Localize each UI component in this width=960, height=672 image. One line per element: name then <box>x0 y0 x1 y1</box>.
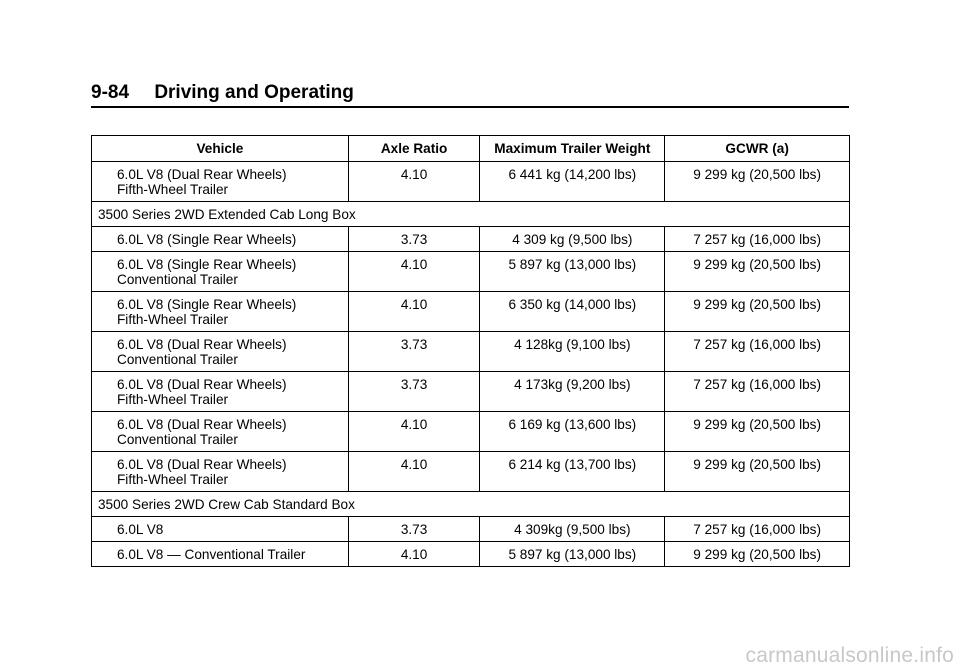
vehicle-line: 6.0L V8 — Conventional Trailer <box>117 547 306 562</box>
vehicle-line: Fifth-Wheel Trailer <box>117 312 229 327</box>
vehicle-line: 6.0L V8 (Dual Rear Wheels) <box>117 457 287 472</box>
axle-ratio-cell: 4.10 <box>348 412 480 452</box>
table-body <box>92 162 850 567</box>
table-row <box>92 227 850 252</box>
max-trailer-weight-cell: 4 309 kg (9,500 lbs) <box>480 227 665 252</box>
vehicle-line: 6.0L V8 (Dual Rear Wheels) <box>117 377 287 392</box>
group-label: 3500 Series 2WD Crew Cab Standard Box <box>92 492 850 517</box>
vehicle-cell <box>92 162 349 202</box>
table-header-row <box>92 136 850 162</box>
table-row <box>92 372 850 412</box>
vehicle-line: 6.0L V8 (Dual Rear Wheels) <box>117 337 287 352</box>
axle-ratio-cell: 3.73 <box>348 227 480 252</box>
page-header <box>91 80 849 108</box>
page-number: 9-84 <box>91 82 130 103</box>
gcwr-cell: 7 257 kg (16,000 lbs) <box>665 332 850 372</box>
gcwr-cell: 9 299 kg (20,500 lbs) <box>665 252 850 292</box>
max-trailer-weight-cell: 4 173kg (9,200 lbs) <box>480 372 665 412</box>
max-trailer-weight-cell: 4 309kg (9,500 lbs) <box>480 517 665 542</box>
gcwr-cell: 7 257 kg (16,000 lbs) <box>665 227 850 252</box>
vehicle-cell <box>92 372 349 412</box>
column-header-max-trailer-weight: Maximum Trailer Weight <box>480 136 665 162</box>
max-trailer-weight-cell: 6 169 kg (13,600 lbs) <box>480 412 665 452</box>
gcwr-cell: 7 257 kg (16,000 lbs) <box>665 517 850 542</box>
vehicle-cell <box>92 227 349 252</box>
vehicle-cell <box>92 412 349 452</box>
vehicle-line: 6.0L V8 (Dual Rear Wheels) <box>117 417 287 432</box>
axle-ratio-cell: 3.73 <box>348 372 480 412</box>
max-trailer-weight-cell: 6 350 kg (14,000 lbs) <box>480 292 665 332</box>
axle-ratio-cell: 3.73 <box>348 332 480 372</box>
table-row <box>92 412 850 452</box>
watermark: carmanualsonline.info <box>745 644 954 667</box>
section-title: Driving and Operating <box>154 82 354 103</box>
vehicle-cell <box>92 452 349 492</box>
column-header-gcwr: GCWR (a) <box>665 136 850 162</box>
max-trailer-weight-cell: 5 897 kg (13,000 lbs) <box>480 542 665 567</box>
axle-ratio-cell: 3.73 <box>348 517 480 542</box>
gcwr-cell: 9 299 kg (20,500 lbs) <box>665 412 850 452</box>
vehicle-line: 6.0L V8 <box>117 522 164 537</box>
max-trailer-weight-cell: 6 214 kg (13,700 lbs) <box>480 452 665 492</box>
gcwr-cell: 9 299 kg (20,500 lbs) <box>665 542 850 567</box>
table-row <box>92 517 850 542</box>
axle-ratio-cell: 4.10 <box>348 292 480 332</box>
group-label: 3500 Series 2WD Extended Cab Long Box <box>92 202 850 227</box>
table-row <box>92 452 850 492</box>
table-row <box>92 292 850 332</box>
vehicle-line: Fifth-Wheel Trailer <box>117 392 229 407</box>
vehicle-cell <box>92 252 349 292</box>
vehicle-cell <box>92 332 349 372</box>
gcwr-cell: 7 257 kg (16,000 lbs) <box>665 372 850 412</box>
axle-ratio-cell: 4.10 <box>348 162 480 202</box>
vehicle-line: 6.0L V8 (Dual Rear Wheels) <box>117 167 287 182</box>
vehicle-line: 6.0L V8 (Single Rear Wheels) <box>117 297 297 312</box>
table-group-row <box>92 202 850 227</box>
table-row <box>92 162 850 202</box>
vehicle-line: Fifth-Wheel Trailer <box>117 472 229 487</box>
table-group-row <box>92 492 850 517</box>
max-trailer-weight-cell: 4 128kg (9,100 lbs) <box>480 332 665 372</box>
gcwr-cell: 9 299 kg (20,500 lbs) <box>665 292 850 332</box>
axle-ratio-cell: 4.10 <box>348 452 480 492</box>
vehicle-line: 6.0L V8 (Single Rear Wheels) <box>117 232 297 247</box>
trailer-weight-table <box>91 135 850 567</box>
column-header-axle-ratio: Axle Ratio <box>348 136 480 162</box>
vehicle-cell <box>92 542 349 567</box>
gcwr-cell: 9 299 kg (20,500 lbs) <box>665 452 850 492</box>
max-trailer-weight-cell: 5 897 kg (13,000 lbs) <box>480 252 665 292</box>
vehicle-line: Conventional Trailer <box>117 352 238 367</box>
gcwr-cell: 9 299 kg (20,500 lbs) <box>665 162 850 202</box>
table-row <box>92 332 850 372</box>
vehicle-cell <box>92 292 349 332</box>
vehicle-line: 6.0L V8 (Single Rear Wheels) <box>117 257 297 272</box>
vehicle-line: Conventional Trailer <box>117 272 238 287</box>
axle-ratio-cell: 4.10 <box>348 542 480 567</box>
table-row <box>92 252 850 292</box>
axle-ratio-cell: 4.10 <box>348 252 480 292</box>
table-row <box>92 542 850 567</box>
vehicle-line: Conventional Trailer <box>117 432 238 447</box>
vehicle-line: Fifth-Wheel Trailer <box>117 182 229 197</box>
vehicle-cell <box>92 517 349 542</box>
max-trailer-weight-cell: 6 441 kg (14,200 lbs) <box>480 162 665 202</box>
column-header-vehicle: Vehicle <box>92 136 349 162</box>
